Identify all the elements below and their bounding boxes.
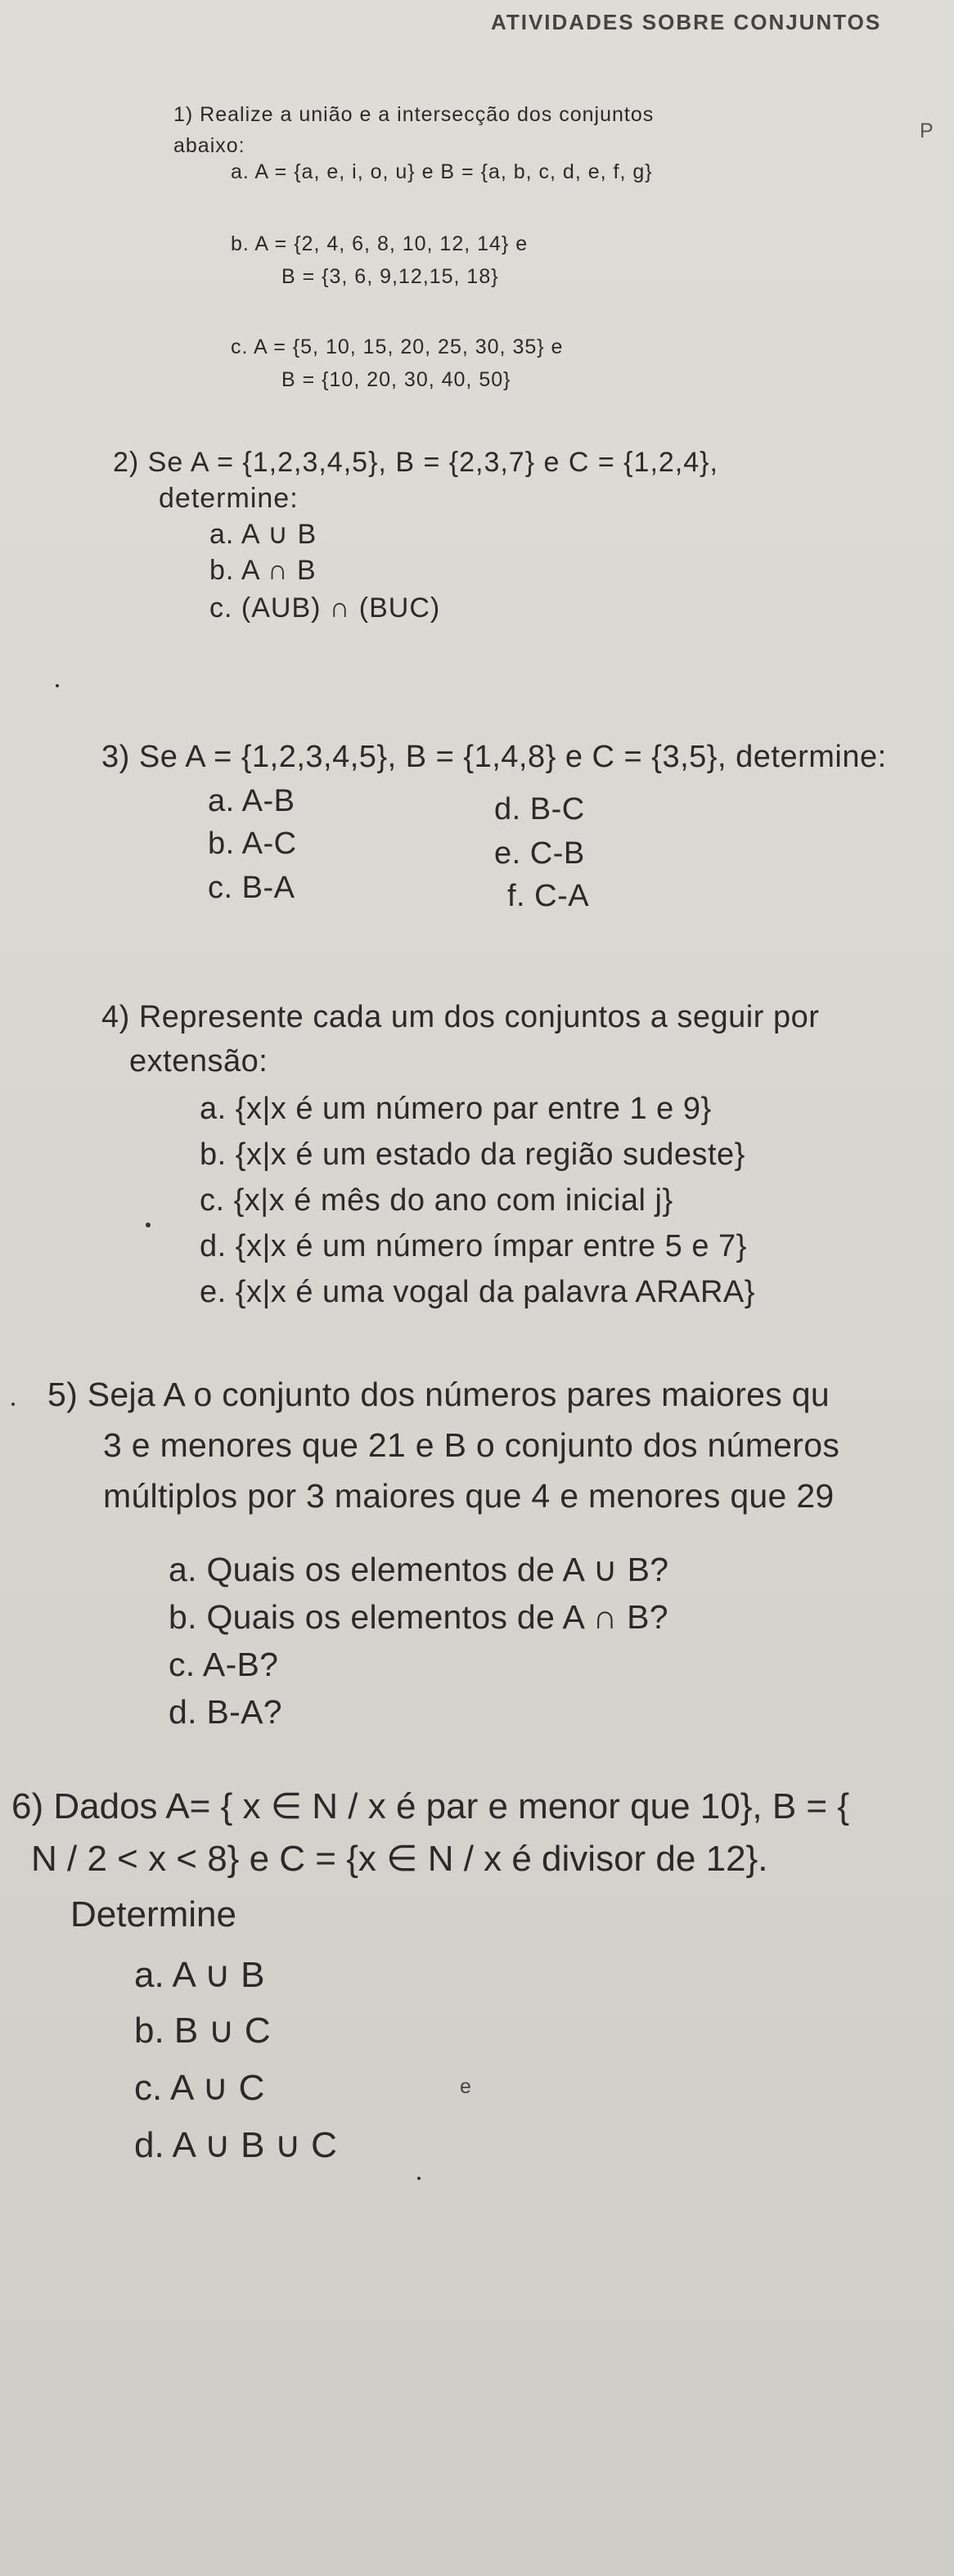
q1-statement-line2: abaixo: (173, 134, 245, 157)
q3-item-f: f. C-A (507, 879, 590, 913)
q6-stray-mark: e (460, 2075, 472, 2098)
speck-mark (417, 2177, 421, 2180)
q3-item-c: c. B-A (208, 871, 295, 905)
speck-mark (146, 1223, 151, 1227)
q2-statement-line2: determine: (159, 483, 299, 514)
q1-item-b-line2: B = {3, 6, 9,12,15, 18} (281, 265, 499, 288)
speck-mark (56, 684, 59, 687)
worksheet-title: ATIVIDADES SOBRE CONJUNTOS (491, 10, 882, 34)
q1-item-b-line1: b. A = {2, 4, 6, 8, 10, 12, 14} e (231, 232, 529, 255)
q6-item-a: a. A ∪ B (134, 1955, 265, 1995)
q5-statement-line2: 3 e menores que 21 e B o conjunto dos números (103, 1426, 840, 1464)
q3-item-e: e. C-B (494, 836, 585, 871)
q3-item-b: b. A-C (208, 826, 297, 861)
q1-stray-mark: P (920, 119, 934, 142)
q3-item-d: d. B-C (494, 792, 585, 826)
q4-item-e: e. {x|x é uma vogal da palavra ARARA} (200, 1275, 755, 1309)
q2-item-b: b. A ∩ B (209, 555, 317, 586)
q4-item-c: c. {x|x é mês do ano com inicial j} (200, 1183, 673, 1218)
q3-statement: 3) Se A = {1,2,3,4,5}, B = {1,4,8} e C = {3,5}, determine: (101, 740, 887, 774)
q1-item-c-line1: c. A = {5, 10, 15, 20, 25, 30, 35} e (231, 336, 564, 358)
q2-item-a: a. A ∪ B (209, 519, 317, 550)
q5-item-b: b. Quais os elementos de A ∩ B? (169, 1598, 668, 1636)
q5-item-a: a. Quais os elementos de A ∪ B? (169, 1551, 669, 1588)
q6-item-c: c. A ∪ C (134, 2068, 265, 2108)
q4-item-a: a. {x|x é um número par entre 1 e 9} (200, 1092, 712, 1126)
q2-item-c: c. (AUB) ∩ (BUC) (209, 592, 441, 624)
q6-statement-line3: Determine (70, 1894, 236, 1934)
q6-statement-line2: N / 2 < x < 8} e C = {x ∈ N / x é divisor de 12}. (31, 1839, 768, 1879)
q6-item-b: b. B ∪ C (134, 2011, 271, 2051)
q6-item-d: d. A ∪ B ∪ C (134, 2125, 337, 2165)
q5-item-d: d. B-A? (169, 1693, 282, 1731)
q1-item-a: a. A = {a, e, i, o, u} e B = {a, b, c, d, e, f, g} (231, 160, 653, 183)
speck-mark (11, 1403, 15, 1406)
q4-statement-line1: 4) Represente cada um dos conjuntos a seguir por (101, 1000, 820, 1034)
q4-item-d: d. {x|x é um número ímpar entre 5 e 7} (200, 1229, 747, 1263)
q4-item-b: b. {x|x é um estado da região sudeste} (200, 1137, 745, 1172)
q3-item-a: a. A-B (208, 784, 295, 818)
q5-item-c: c. A-B? (169, 1646, 279, 1683)
q6-statement-line1: 6) Dados A= { x ∈ N / x é par e menor que 10}, B = { (11, 1786, 850, 1826)
q5-statement-line1: 5) Seja A o conjunto dos números pares maiores qu (47, 1376, 830, 1413)
q4-statement-line2: extensão: (129, 1044, 268, 1079)
q5-statement-line3: múltiplos por 3 maiores que 4 e menores que 29 (103, 1477, 835, 1515)
q2-statement-line1: 2) Se A = {1,2,3,4,5}, B = {2,3,7} e C = {1,2,4}, (113, 447, 718, 478)
q1-item-c-line2: B = {10, 20, 30, 40, 50} (281, 368, 511, 391)
q1-statement-line1: 1) Realize a união e a intersecção dos conjuntos (173, 103, 655, 126)
